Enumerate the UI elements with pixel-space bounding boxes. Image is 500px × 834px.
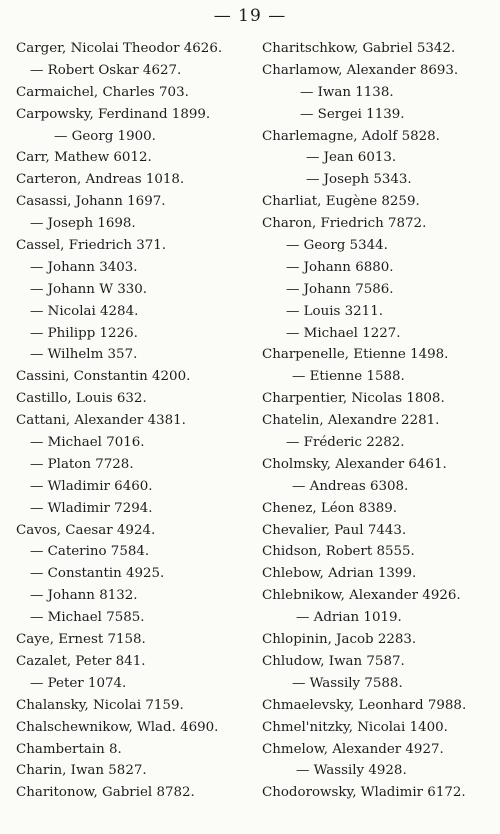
index-entry: — Fréderic 2282. [286,435,405,451]
index-entry: — Nicolai 4284. [30,303,139,319]
index-entry: Charin, Iwan 5827. [16,763,147,779]
index-entry: Charpenelle, Etienne 1498. [262,347,449,363]
index-entry: — Wladimir 6460. [30,478,153,494]
index-entry: Cazalet, Peter 841. [16,653,146,669]
index-entry: Chmaelevsky, Leonhard 7988. [262,697,467,713]
index-entry: Cattani, Alexander 4381. [16,413,186,429]
index-entry: — Johann 7586. [286,281,394,297]
index-entry: — Philipp 1226. [30,325,138,341]
index-entry: — Platon 7728. [30,456,134,472]
index-entry: — Constantin 4925. [30,566,165,582]
left-column [16,38,261,804]
right-column [262,38,500,804]
index-entry: — Wilhelm 357. [30,347,138,363]
index-entry: Chlebnikow, Alexander 4926. [262,588,461,604]
index-entry: Cassini, Constantin 4200. [16,369,191,385]
index-entry: Carmaichel, Charles 703. [16,84,189,100]
index-entry: — Caterino 7584. [30,544,150,560]
index-entry: — Wassily 7588. [292,675,403,691]
index-entry: — Wassily 4928. [296,763,407,779]
index-entry: — Jean 6013. [306,150,397,166]
index-entry: Carteron, Andreas 1018. [16,172,185,188]
page-number: — 19 — [213,6,287,26]
index-entry: Chambertain 8. [16,741,122,757]
index-entry: Chmel'nitzky, Nicolai 1400. [262,719,448,735]
index-entry: — Georg 1900. [54,128,156,144]
index-entry: Charliat, Eugène 8259. [262,194,420,210]
index-entry: — Johann W 330. [30,281,148,297]
index-entry: — Johann 6880. [286,259,394,275]
index-entry: Chenez, Léon 8389. [262,500,398,516]
index-entry: Chalschewnikow, Wlad. 4690. [16,719,219,735]
index-entry: — Wladimir 7294. [30,500,153,516]
index-entry: Chlebow, Adrian 1399. [262,566,417,582]
index-entry: — Johann 3403. [30,259,138,275]
index-entry: — Michael 1227. [286,325,401,341]
index-entry: — Joseph 5343. [306,172,412,188]
index-entry: Chatelin, Alexandre 2281. [262,413,440,429]
index-entry: Cavos, Caesar 4924. [16,522,156,538]
index-entry: — Georg 5344. [286,238,388,254]
index-entry: Carpowsky, Ferdinand 1899. [16,106,211,122]
index-entry: Chludow, Iwan 7587. [262,653,405,669]
index-entry: — Sergei 1139. [300,106,405,122]
index-entry: — Johann 8132. [30,588,138,604]
index-entry: Cassel, Friedrich 371. [16,238,167,254]
index-entry: Charlamow, Alexander 8693. [262,62,459,78]
index-entry: Chidson, Robert 8555. [262,544,415,560]
index-entry: Chlopinin, Jacob 2283. [262,632,417,648]
index-entry: Charitonow, Gabriel 8782. [16,785,195,801]
index-entry: — Etienne 1588. [292,369,405,385]
index-entry: Carr, Mathew 6012. [16,150,152,166]
index-entry: — Peter 1074. [30,675,127,691]
index-entry: Charon, Friedrich 7872. [262,216,427,232]
index-entry: — Michael 7585. [30,610,145,626]
index-entry: Cholmsky, Alexander 6461. [262,456,447,472]
index-entry: Carger, Nicolai Theodor 4626. [16,41,223,56]
index-entry: Chevalier, Paul 7443. [262,522,407,538]
index-entry: Chodorowsky, Wladimir 6172. [262,785,466,801]
index-entry: Casassi, Johann 1697. [16,194,166,210]
index-entry: — Louis 3211. [286,303,383,319]
index-entry: Charitschkow, Gabriel 5342. [262,41,456,56]
index-entry: — Robert Oskar 4627. [30,62,182,78]
index-entry: — Joseph 1698. [30,216,136,232]
index-entry: Caye, Ernest 7158. [16,632,146,648]
index-entry: — Adrian 1019. [296,610,402,626]
index-entry: Chalansky, Nicolai 7159. [16,697,184,713]
index-entry: — Iwan 1138. [300,84,394,100]
index-entry: — Andreas 6308. [292,478,409,494]
index-entry: — Michael 7016. [30,435,145,451]
index-entry: Charpentier, Nicolas 1808. [262,391,445,407]
index-entry: Chmelow, Alexander 4927. [262,741,444,757]
index-entry: Castillo, Louis 632. [16,391,147,407]
index-entry: Charlemagne, Adolf 5828. [262,128,440,144]
